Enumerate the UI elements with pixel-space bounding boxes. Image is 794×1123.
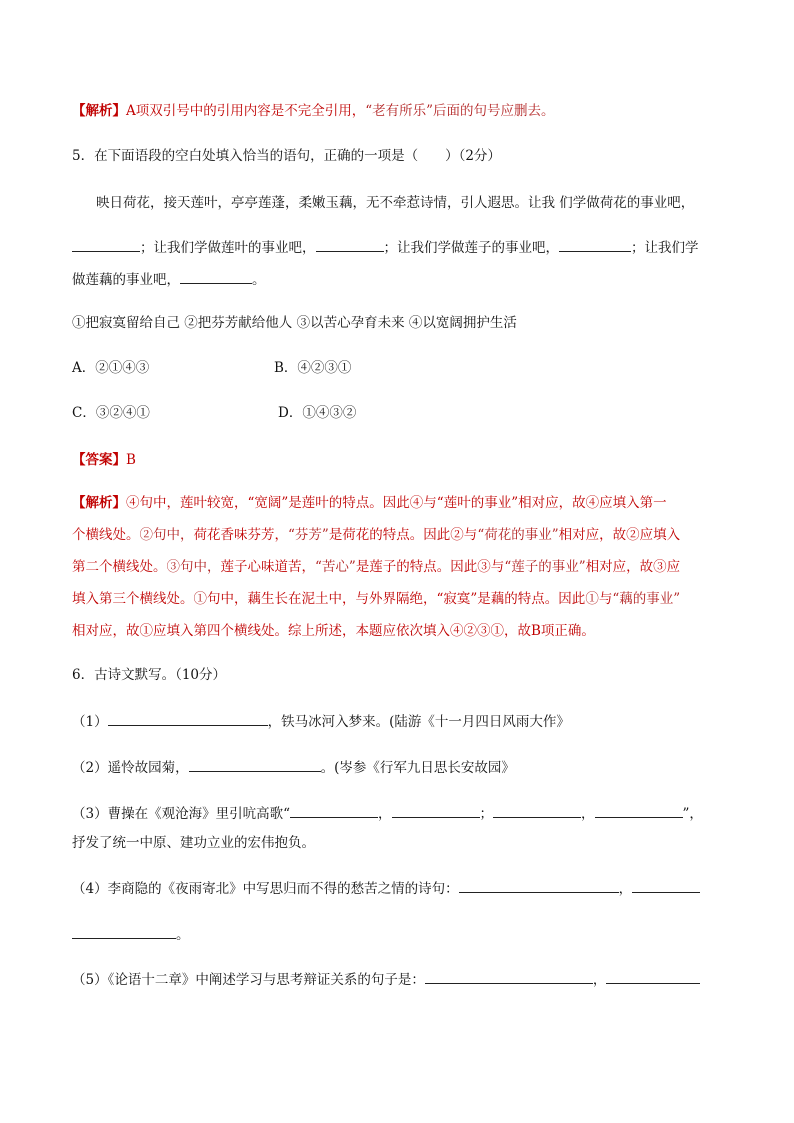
q6-sub3-line2: 抒发了统一中原、建功立业的宏伟抱负。: [72, 835, 315, 851]
option-a[interactable]: A．②①④③: [72, 360, 150, 376]
q6-sub1: （1） ，铁马冰河入梦来。(陆游《十一月四日风雨大作》: [72, 711, 722, 732]
q5-analysis-line1: 【解析】④句中，莲叶较宽，“宽阔”是莲叶的特点。因此④与“莲叶的事业”相对应，故④应填入第一: [72, 495, 667, 511]
fill-blank[interactable]: [72, 924, 176, 939]
fill-blank[interactable]: [180, 269, 252, 284]
fill-blank[interactable]: [559, 237, 631, 252]
q6-sub4: （4）李商隐的《夜雨寄北》中写思归而不得的愁苦之情的诗句： ，: [72, 878, 722, 899]
q6-sub3: （3）曹操在《观沧海》里引吭高歌“ ， ； ， ”，: [72, 803, 722, 824]
q5-paragraph-line3: 做莲藕的事业吧， 。: [72, 269, 722, 290]
q5-analysis-line2: 个横线处。②句中，荷花香味芬芳，“芬芳”是荷花的特点。因此②与“荷花的事业”相对应，故②应填入: [72, 527, 681, 543]
fill-blank[interactable]: [108, 711, 268, 726]
fill-blank[interactable]: [189, 757, 321, 772]
fill-blank[interactable]: [72, 237, 140, 252]
question-5-stem: 5．在下面语段的空白处填入恰当的语句，正确的一项是（ ）（2分）: [72, 148, 501, 164]
q6-sub4-line2: 。: [72, 924, 722, 945]
fill-blank[interactable]: [595, 803, 683, 818]
q5-paragraph-line2: ；让我们学做莲叶的事业吧， ；让我们学做莲子的事业吧， ；让我们学: [72, 237, 722, 258]
fill-blank[interactable]: [425, 969, 593, 984]
answer-value: B: [126, 452, 136, 468]
q5-analysis-line5: 相对应，故①应填入第四个横线处。综上所述，本题应依次填入④②③①，故B项正确。: [72, 623, 595, 639]
fill-blank[interactable]: [632, 878, 700, 893]
q5-analysis-line4: 填入第三个横线处。①句中，藕生长在泥土中，与外界隔绝，“寂寞”是藕的特点。因此①与“藕的事业”: [72, 591, 681, 607]
q5-paragraph-line1: 映日荷花，接天莲叶，亭亭莲蓬，柔嫩玉藕，无不牵惹诗情，引人遐思。让我 们学做荷花的事业吧，: [96, 195, 695, 211]
answer: [72, 450, 722, 470]
analysis-quote: “老有所乐”后面的句号应删去。: [365, 103, 555, 119]
fill-blank[interactable]: [493, 803, 581, 818]
question-6-stem: 6．古诗文默写。（10分）: [72, 667, 227, 683]
q5-choices: ①把寂寞留给自己 ②把芬芳献给他人 ③以苦心孕育未来 ④以宽阔拥护生活: [72, 315, 517, 331]
option-c[interactable]: C．③②④①: [72, 405, 150, 421]
q6-sub5: （5）《论语十二章》中阐述学习与思考辩证关系的句子是： ，: [72, 969, 722, 990]
analysis-q4: [72, 101, 722, 121]
q6-sub2: （2）遥怜故园菊， 。(岑参《行军九日思长安故园》: [72, 757, 722, 778]
fill-blank[interactable]: [606, 969, 700, 984]
fill-blank[interactable]: [459, 878, 619, 893]
fill-blank[interactable]: [290, 803, 378, 818]
fill-blank[interactable]: [316, 237, 384, 252]
analysis-tag: 【解析】: [72, 103, 126, 119]
answer-tag: 【答案】: [72, 452, 126, 468]
option-d[interactable]: D．①④③②: [278, 405, 357, 421]
analysis-text: A项双引号中的引用内容是不完全引用，: [126, 103, 366, 119]
q5-analysis-line3: 第二个横线处。③句中，莲子心味道苦，“苦心”是莲子的特点。因此③与“莲子的事业”相对应，故③应: [72, 559, 681, 575]
option-b[interactable]: B．④②③①: [274, 360, 352, 376]
fill-blank[interactable]: [392, 803, 480, 818]
